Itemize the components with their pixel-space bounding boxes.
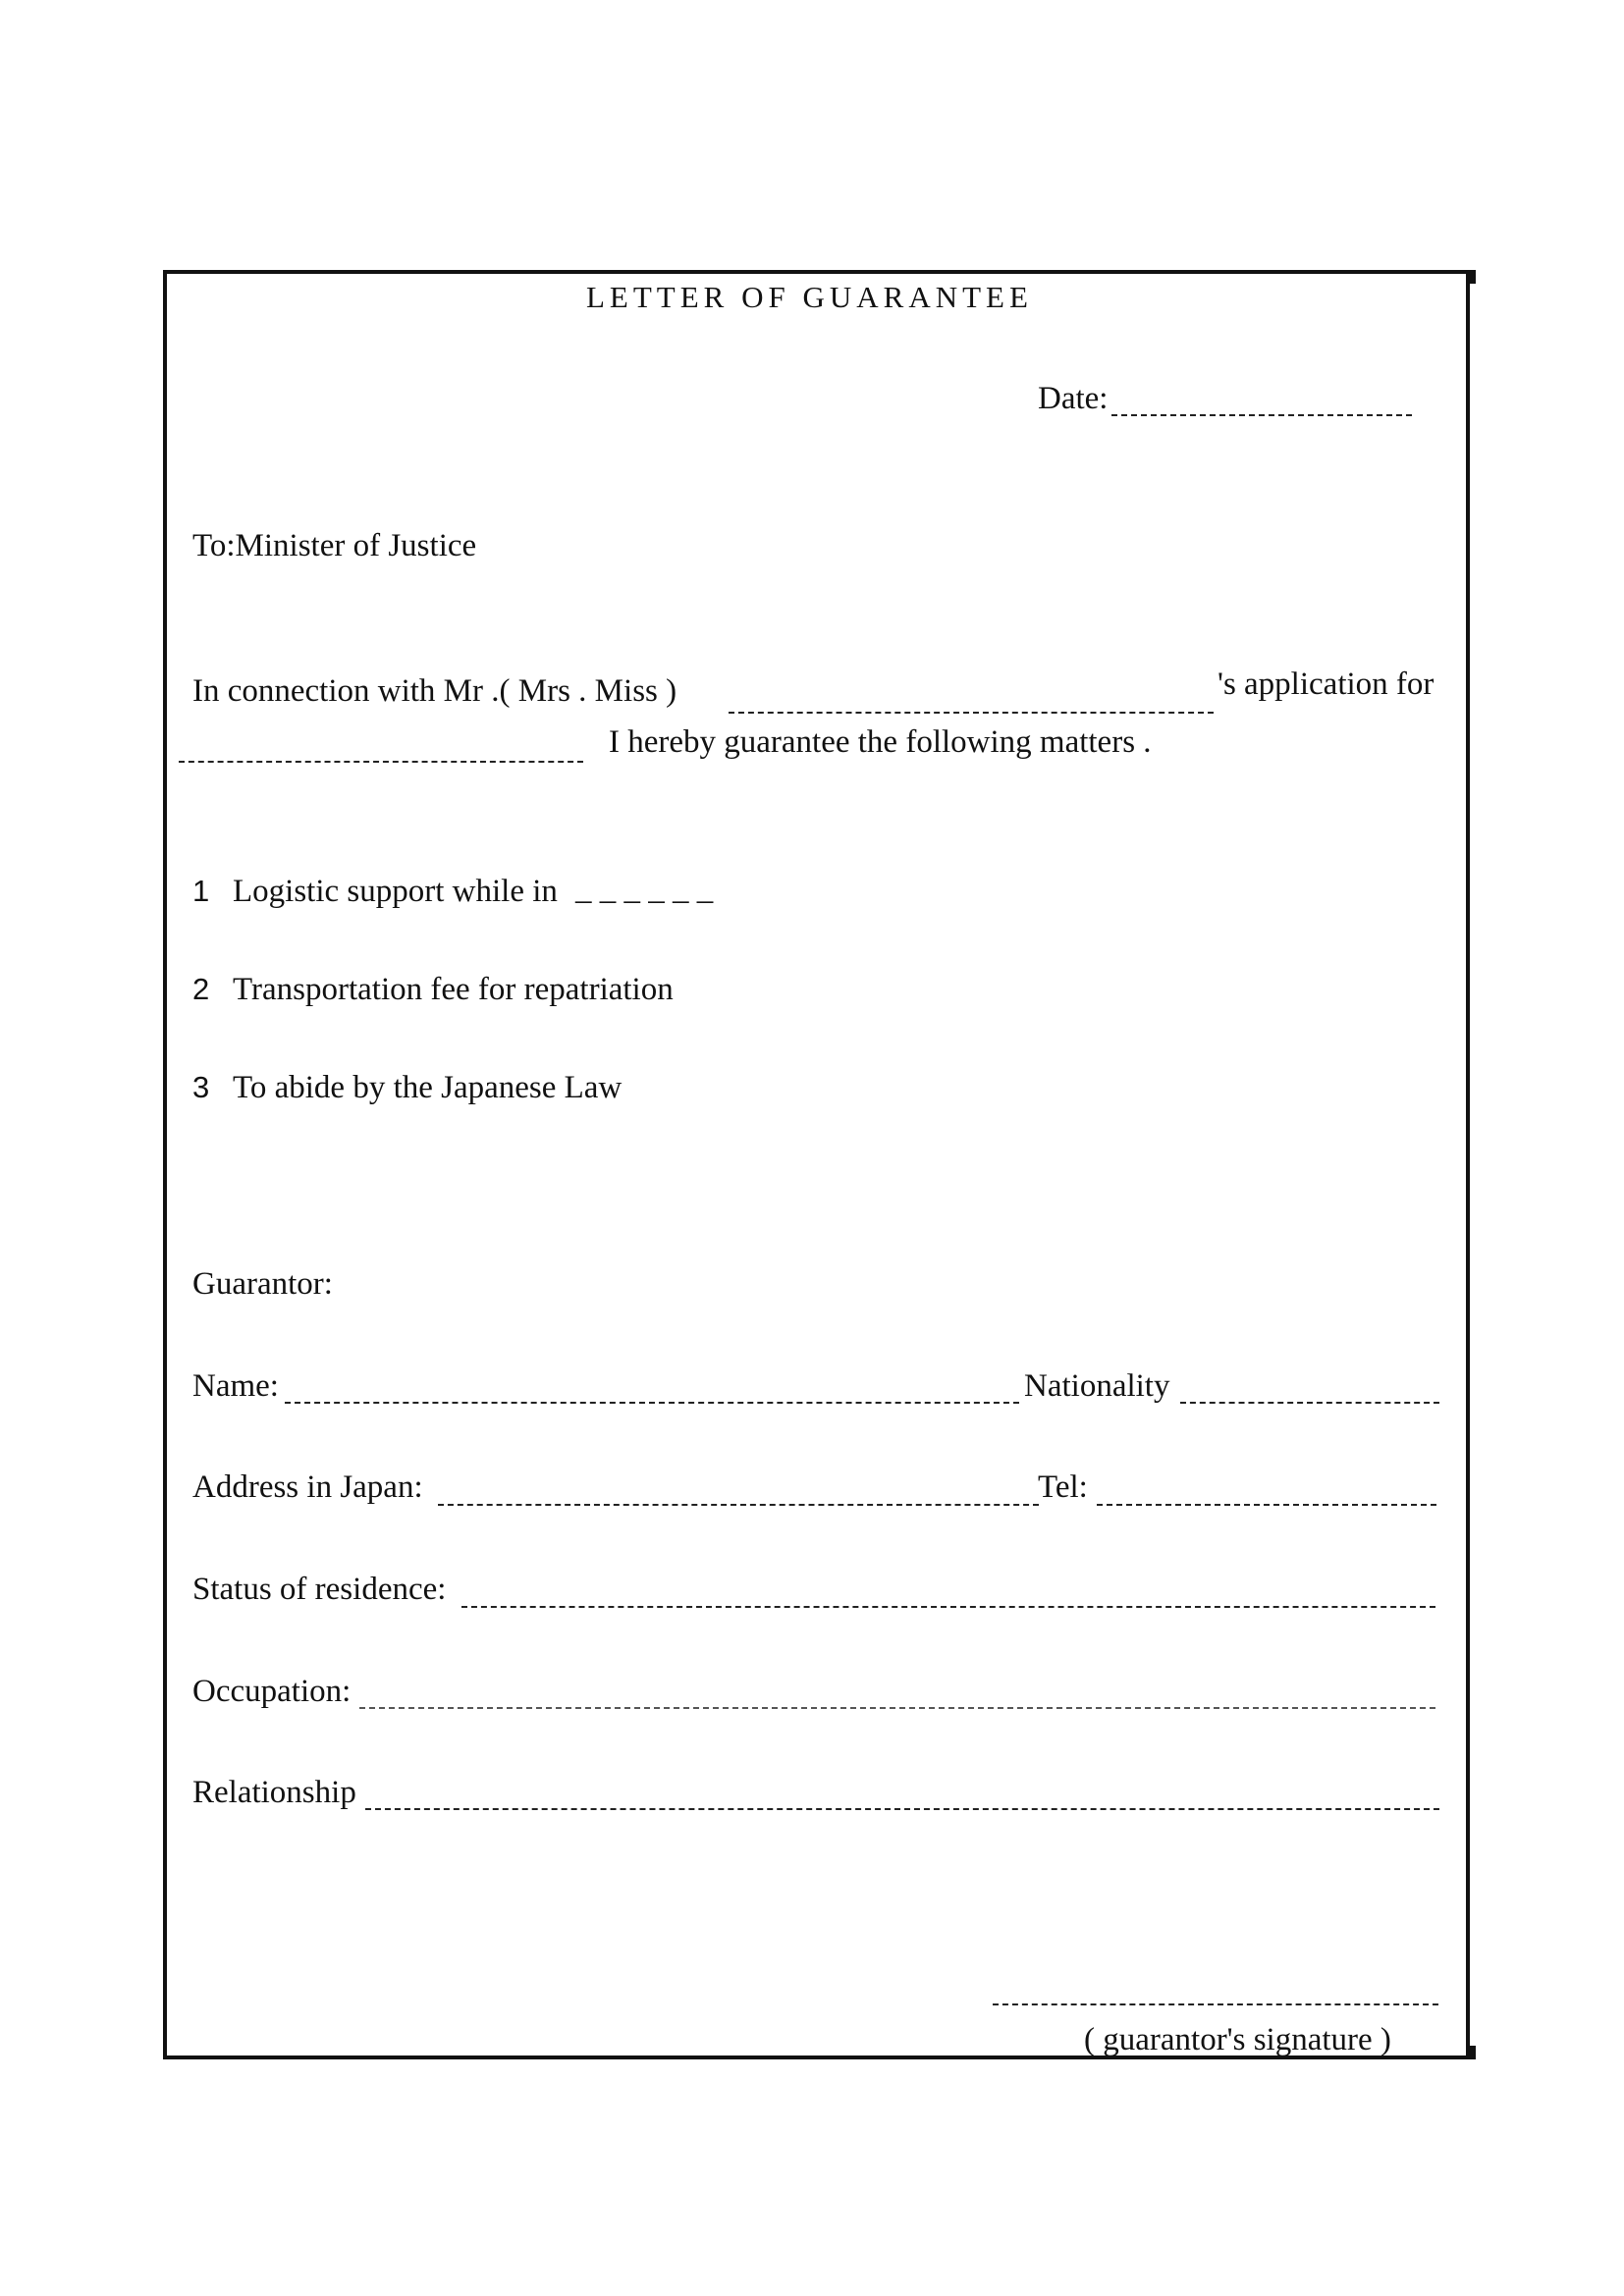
name-label: Name: [192,1368,279,1404]
nationality-blank[interactable] [1180,1402,1439,1404]
document-title: LETTER OF GUARANTEE [586,280,1033,314]
frame-corner-top-right [1470,270,1476,284]
name-blank[interactable] [285,1402,1019,1404]
intro-suffix: 's application for [1218,667,1435,702]
signature-caption: ( guarantor's signature ) [1084,2022,1391,2057]
status-blank[interactable] [461,1606,1435,1608]
occupation-blank[interactable] [359,1707,1435,1709]
matter-2-text: Transportation fee for repatriation [233,972,674,1007]
signature-blank[interactable] [993,2003,1438,2005]
applicant-name-blank[interactable] [729,712,1214,714]
frame-corner-bottom-right [1470,2046,1476,2059]
tel-label: Tel: [1038,1469,1088,1505]
matter-1-number: 1 [192,874,210,908]
date-blank[interactable] [1111,414,1412,416]
relationship-label: Relationship [192,1775,356,1810]
matter-3-text: To abide by the Japanese Law [233,1070,623,1105]
intro-prefix: In connection with Mr .( Mrs . Miss ) [192,673,677,709]
matter-1-blank[interactable]: _ _ _ _ _ _ [575,872,714,907]
guarantor-heading: Guarantor: [192,1266,333,1302]
address-label: Address in Japan: [192,1469,423,1505]
date-label: Date: [1038,381,1109,416]
status-label: Status of residence: [192,1572,447,1607]
matter-3-number: 3 [192,1070,210,1104]
matter-1-text: Logistic support while in [233,874,558,909]
nationality-label: Nationality [1024,1368,1170,1404]
address-blank[interactable] [438,1504,1039,1506]
matter-2-number: 2 [192,972,210,1006]
application-purpose-blank[interactable] [179,761,583,763]
occupation-label: Occupation: [192,1674,352,1709]
tel-blank[interactable] [1097,1504,1436,1506]
relationship-blank[interactable] [365,1808,1439,1810]
intro-line2: I hereby guarantee the following matters . [609,724,1152,760]
addressee: To:Minister of Justice [192,528,477,563]
